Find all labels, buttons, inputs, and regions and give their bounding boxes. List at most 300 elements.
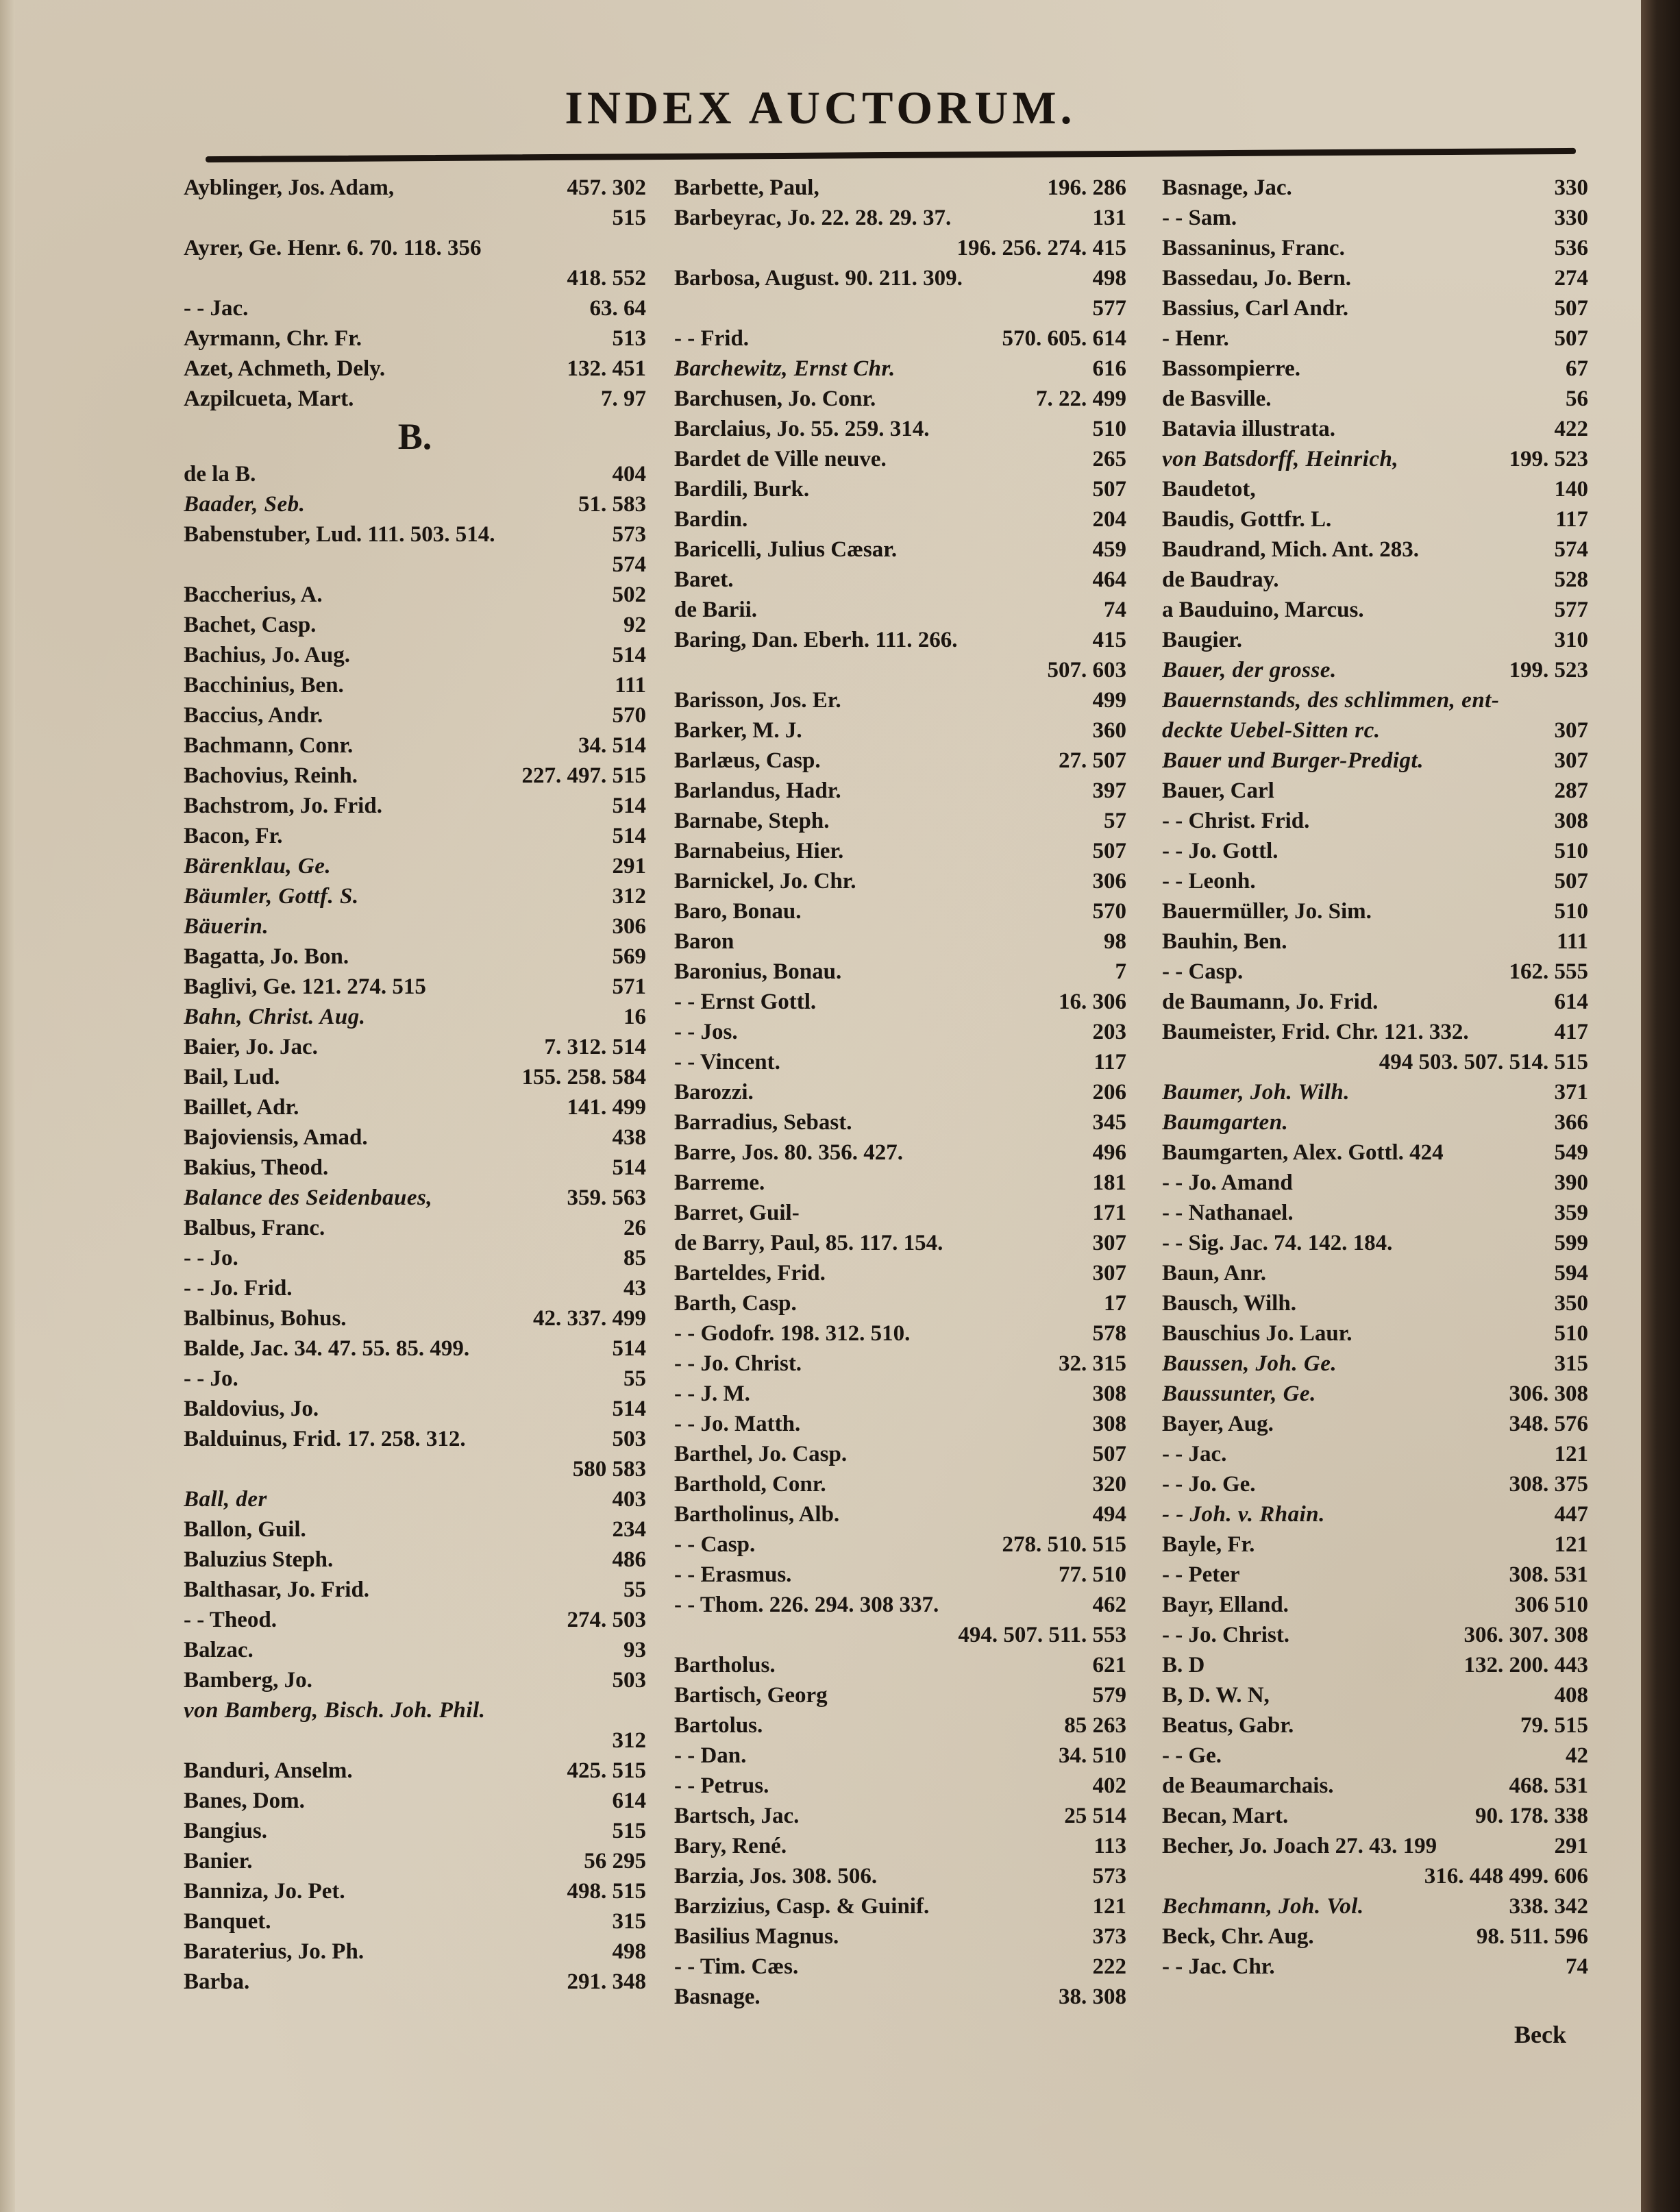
entry-pages: 515 [612,206,646,230]
entry-name: Baussen, Joh. Ge. [1162,1351,1337,1376]
entry-pages: 514 [612,1397,646,1421]
entry-name: Batavia illustrata. [1162,417,1335,441]
index-entry [1162,926,1588,957]
index-entry [184,1725,646,1756]
entry-name: Bardili, Burk. [674,477,810,502]
entry-pages: 486 [612,1547,646,1572]
entry-pages: 74 [1566,1954,1588,1979]
index-entry [1162,1921,1588,1952]
index-entry [184,1695,646,1725]
index-entry [674,1077,1126,1107]
index-entry [1162,1801,1588,1831]
entry-pages: 510 [1092,417,1126,441]
entry-name: Barteldes, Frid. [674,1261,826,1286]
entry-pages: 599 [1554,1231,1588,1255]
entry-name: Baldovius, Jo. [184,1397,319,1421]
index-entry [674,1469,1126,1499]
entry-name: Bassius, Carl Andr. [1162,296,1349,321]
entry-name: - - Jo. Ge. [1162,1472,1256,1497]
entry-name: Barnickel, Jo. Chr. [674,869,856,894]
index-entry [184,203,646,233]
index-entry [674,1831,1126,1861]
index-entry [1162,414,1588,444]
index-entry [184,851,646,881]
index-entry [184,519,646,550]
entry-name: - - Casp. [1162,959,1244,984]
entry-name: Bauernstands, des schlimmen, ent- [1162,688,1500,713]
entry-name: Ayrer, Ge. Henr. 6. 70. 118. 356 [184,236,482,260]
entry-name: Barchusen, Jo. Conr. [674,386,876,411]
entry-name: Bachstrom, Jo. Frid. [184,794,382,818]
index-entry [674,504,1126,534]
entry-pages: 32. 315 [1059,1351,1126,1376]
entry-pages: 312 [612,884,646,909]
entry-pages: 85 263 [1064,1713,1126,1738]
entry-name: Azpilcueta, Mart. [184,386,354,411]
entry-pages: 140 [1554,477,1588,502]
entry-pages: 366 [1554,1110,1588,1135]
index-entry [674,1288,1126,1318]
entry-name: Bagatta, Jo. Bon. [184,944,349,969]
index-entry [184,1032,646,1062]
entry-pages: 308. 375 [1509,1472,1588,1497]
entry-pages: 7. 312. 514 [544,1035,646,1059]
index-entry [1162,836,1588,866]
index-entry [1162,1680,1588,1710]
index-entry [184,550,646,580]
entry-pages: 438 [612,1125,646,1150]
entry-pages: 117 [1094,1050,1126,1074]
entry-name: B, D. W. N, [1162,1683,1270,1708]
entry-name: Bartsch, Jac. [674,1804,800,1828]
entry-pages: 621 [1092,1653,1126,1678]
entry-name: - - Jo. Matth. [674,1412,801,1436]
entry-name: - - Thom. 226. 294. 308 337. [674,1593,939,1617]
index-entry [1162,1499,1588,1529]
index-entry [674,866,1126,896]
entry-pages: 34. 510 [1059,1743,1126,1768]
index-entry [674,806,1126,836]
entry-name: - - Ge. [1162,1743,1222,1768]
entry-name: Beatus, Gabr. [1162,1713,1294,1738]
index-entry [184,1454,646,1484]
entry-pages: 132. 200. 443 [1463,1653,1588,1678]
entry-pages: 57 [1104,809,1126,833]
index-entry [1162,957,1588,987]
entry-pages: 503 [612,1668,646,1693]
entry-name: Ball, der [184,1487,267,1512]
index-entry [1162,293,1588,323]
entry-pages: 74 [1104,598,1126,622]
index-entry [1162,384,1588,414]
index-entry [674,1258,1126,1288]
entry-pages: 371 [1554,1080,1588,1105]
entry-pages: 422 [1554,417,1588,441]
index-entry [1162,474,1588,504]
entry-name: Barlæus, Casp. [674,748,821,773]
index-entry [1162,534,1588,565]
entry-pages: 26 [623,1216,646,1240]
index-entry [1162,746,1588,776]
entry-pages: 415 [1092,628,1126,652]
index-entry [674,1620,1126,1650]
index-entry [1162,1228,1588,1258]
index-entry [184,670,646,700]
index-entry [674,1138,1126,1168]
entry-pages: 528 [1554,567,1588,592]
entry-pages: 507 [1554,326,1588,351]
entry-pages: 320 [1092,1472,1126,1497]
entry-name: - - Jo. [184,1246,238,1270]
entry-name: - - Leonh. [1162,869,1256,894]
entry-name: - - Jos. [674,1020,738,1044]
index-entry [184,911,646,942]
entry-name: Barbosa, August. 90. 211. 309. [674,266,963,291]
entry-name: - - Jo. Frid. [184,1276,293,1301]
entry-pages: 513 [612,326,646,351]
index-entry [184,1635,646,1665]
entry-name: Barth, Casp. [674,1291,797,1316]
entry-name: - - Vincent. [674,1050,780,1074]
index-entry [1162,444,1588,474]
entry-name: Bacchinius, Ben. [184,673,344,698]
index-entry [1162,1861,1588,1891]
index-entry [674,1499,1126,1529]
index-entry [1162,1710,1588,1741]
entry-name: Baun, Anr. [1162,1261,1266,1286]
entry-name: Bassaninus, Franc. [1162,236,1345,260]
entry-name: Bäumler, Gottf. S. [184,884,359,909]
index-entry [1162,655,1588,685]
entry-name: Barradius, Sebast. [674,1110,852,1135]
entry-pages: 507 [1092,839,1126,863]
index-entry [1162,1469,1588,1499]
entry-pages: 131 [1092,206,1126,230]
entry-name: Azet, Achmeth, Dely. [184,356,386,381]
index-entry [1162,1017,1588,1047]
entry-pages: 308. 531 [1509,1562,1588,1587]
entry-name: Baier, Jo. Jac. [184,1035,318,1059]
index-entry [184,610,646,640]
index-entry [674,1771,1126,1801]
entry-pages: 403 [612,1487,646,1512]
index-entry [1162,1741,1588,1771]
entry-name: Beck, Chr. Aug. [1162,1924,1314,1949]
index-entry [184,233,646,263]
header-rule [206,148,1576,162]
entry-name: Basilius Magnus. [674,1924,839,1949]
index-entry [674,1379,1126,1409]
index-entry [674,926,1126,957]
index-entry [674,1741,1126,1771]
index-entry [674,1952,1126,1982]
entry-name: Babenstuber, Lud. 111. 503. 514. [184,522,495,547]
index-entry [674,1409,1126,1439]
index-entry [1162,806,1588,836]
entry-pages: 510 [1554,899,1588,924]
entry-name: Barba. [184,1969,250,1994]
entry-name: Bartisch, Georg [674,1683,828,1708]
index-entry [1162,1138,1588,1168]
entry-pages: 307 [1554,748,1588,773]
entry-pages: 457. 302 [567,175,646,200]
entry-name: Barthold, Conr. [674,1472,826,1497]
entry-pages: 614 [1554,990,1588,1014]
entry-name: Basnage. [674,1984,761,2009]
entry-name: - - Jac. Chr. [1162,1954,1275,1979]
entry-pages: 196. 256. 274. 415 [956,236,1126,260]
index-entry [674,715,1126,746]
entry-pages: 514 [612,824,646,848]
index-entry [674,776,1126,806]
entry-pages: 42 [1566,1743,1588,1768]
entry-pages: 7. 97 [601,386,646,411]
entry-name: Balbinus, Bohus. [184,1306,347,1331]
entry-name: - - Dan. [674,1743,747,1768]
entry-name: Bauschius Jo. Laur. [1162,1321,1352,1346]
entry-name: Banquet. [184,1909,271,1934]
index-entry [1162,625,1588,655]
index-entry [184,1303,646,1334]
entry-pages: 38. 308 [1059,1984,1126,2009]
index-entry [184,1545,646,1575]
entry-pages: 77. 510 [1059,1562,1126,1587]
entry-name: Bahn, Christ. Aug. [184,1005,366,1029]
entry-pages: 570. 605. 614 [1002,326,1126,351]
index-entry [184,459,646,489]
index-entry [184,1062,646,1092]
entry-name: Barker, M. J. [674,718,802,743]
entry-pages: 306. 308 [1509,1381,1588,1406]
entry-name: Bartholinus, Alb. [674,1502,840,1527]
entry-pages: 222 [1092,1954,1126,1979]
entry-pages: 63. 64 [589,296,646,321]
entry-pages: 573 [612,522,646,547]
entry-name: Barlandus, Hadr. [674,778,841,803]
entry-name: Baudrand, Mich. Ant. 283. [1162,537,1419,562]
entry-name: Becher, Jo. Joach 27. 43. 199 [1162,1834,1437,1858]
entry-name: Bayer, Aug. [1162,1412,1274,1436]
entry-name: Balduinus, Frid. 17. 258. 312. [184,1427,466,1451]
entry-name: - - Jac. [184,296,249,321]
entry-pages: 503 [612,1427,646,1451]
index-entry [1162,263,1588,293]
entry-pages: 417 [1554,1020,1588,1044]
index-entry [674,1560,1126,1590]
index-entry [1162,323,1588,354]
index-entry [674,233,1126,263]
entry-pages: 113 [1094,1834,1126,1858]
entry-name: Bachet, Casp. [184,613,317,637]
index-entry [674,384,1126,414]
entry-name: - - Frid. [674,326,750,351]
index-entry [674,987,1126,1017]
index-entry [184,972,646,1002]
entry-pages: 291 [612,854,646,878]
entry-pages: 498 [612,1939,646,1964]
entry-pages: 514 [612,794,646,818]
index-entry [184,1876,646,1906]
index-entry [184,580,646,610]
entry-pages: 580 583 [572,1457,646,1482]
entry-pages: 7. 22. 499 [1036,386,1126,411]
entry-name: de Barii. [674,598,757,622]
entry-name: - - J. M. [674,1381,750,1406]
entry-pages: 56 295 [584,1849,646,1873]
entry-pages: 42. 337. 499 [533,1306,646,1331]
index-entry [1162,1288,1588,1318]
entry-name: Bechmann, Joh. Vol. [1162,1894,1364,1919]
entry-pages: 56 [1566,386,1588,411]
entry-pages: 306 510 [1514,1593,1588,1617]
entry-name: Bardet de Ville neuve. [674,447,887,471]
entry-name: Bauer, der grosse. [1162,658,1337,683]
entry-pages: 98 [1104,929,1126,954]
entry-name: Ayblinger, Jos. Adam, [184,175,395,200]
entry-pages: 507 [1554,869,1588,894]
entry-pages: 570 [1092,899,1126,924]
entry-name: - - Jo. Gottl. [1162,839,1278,863]
entry-name: Baro, Bonau. [674,899,802,924]
index-entry [1162,1952,1588,1982]
entry-pages: 514 [612,1155,646,1180]
index-entry [674,1349,1126,1379]
entry-pages: 111 [1557,929,1588,954]
entry-name: Bauer und Burger-Predigt. [1162,748,1424,773]
entry-name: Baccius, Andr. [184,703,323,728]
index-entry [184,1213,646,1243]
index-entry [1162,1590,1588,1620]
index-entry [674,1680,1126,1710]
entry-pages: 577 [1554,598,1588,622]
entry-name: von Bamberg, Bisch. Joh. Phil. [184,1698,486,1723]
entry-name: Baussunter, Ge. [1162,1381,1316,1406]
index-entry [1162,1650,1588,1680]
entry-pages: 614 [612,1789,646,1813]
entry-name: Balthasar, Jo. Frid. [184,1577,370,1602]
entry-name: - - Casp. [674,1532,756,1557]
entry-pages: 360 [1092,718,1126,743]
entry-name: Bajoviensis, Amad. [184,1125,368,1150]
entry-name: Baumeister, Frid. Chr. 121. 332. [1162,1020,1469,1044]
catchword: Beck [1514,2021,1566,2048]
index-entry [674,534,1126,565]
entry-pages: 306 [612,914,646,939]
index-entry [1162,1318,1588,1349]
entry-pages: 510 [1554,1321,1588,1346]
index-entry [1162,1409,1588,1439]
index-entry [1162,1379,1588,1409]
entry-name: Balde, Jac. 34. 47. 55. 85. 499. [184,1336,470,1361]
entry-name: Baring, Dan. Eberh. 111. 266. [674,628,958,652]
entry-pages: 397 [1092,778,1126,803]
entry-pages: 227. 497. 515 [521,763,646,788]
entry-name: Bärenklau, Ge. [184,854,332,878]
entry-pages: 515 [612,1819,646,1843]
index-entry [184,1153,646,1183]
entry-name: Bary, René. [674,1834,787,1858]
index-entry [674,203,1126,233]
index-entry [184,1243,646,1273]
entry-name: Barre, Jos. 80. 356. 427. [674,1140,903,1165]
entry-name: a Bauduino, Marcus. [1162,598,1364,622]
entry-pages: 27. 507 [1059,748,1126,773]
index-entry [674,1047,1126,1077]
entry-pages: 55 [623,1577,646,1602]
index-entry [1162,173,1588,203]
entry-pages: 204 [1092,507,1126,532]
entry-pages: 579 [1092,1683,1126,1708]
entry-name: de Basville. [1162,386,1272,411]
index-entry [184,1756,646,1786]
index-entry [674,655,1126,685]
index-entry [184,293,646,323]
entry-pages: 462 [1092,1593,1126,1617]
entry-name: Bayr, Elland. [1162,1593,1289,1617]
entry-name: Balbus, Franc. [184,1216,325,1240]
entry-name: Baret. [674,567,734,592]
entry-name: - - Sam. [1162,206,1237,230]
page-header: INDEX AUCTORUM. [565,82,1076,134]
entry-name: - - Sig. Jac. 74. 142. 184. [1162,1231,1393,1255]
entry-pages: 359. 563 [567,1185,646,1210]
entry-name: Bartolus. [674,1713,763,1738]
entry-name: deckte Uebel-Sitten rc. [1162,718,1381,743]
entry-name: - - Jo. Amand [1162,1170,1293,1195]
entry-pages: 306 [1092,869,1126,894]
index-entry [674,293,1126,323]
entry-pages: 111 [615,673,646,698]
index-entry [184,1967,646,1997]
index-entry [1162,354,1588,384]
index-entry [674,414,1126,444]
entry-pages: 494. 507. 511. 553 [958,1623,1126,1647]
index-entry [184,640,646,670]
index-entry [674,1921,1126,1952]
index-entry [674,1107,1126,1138]
entry-name: Barclaius, Jo. 55. 259. 314. [674,417,930,441]
entry-pages: 315 [1554,1351,1588,1376]
index-entry [674,1891,1126,1921]
index-entry [674,625,1126,655]
entry-name: Banduri, Anselm. [184,1758,353,1783]
index-entry [1162,1258,1588,1288]
entry-pages: 121 [1554,1532,1588,1557]
entry-name: Baader, Seb. [184,492,306,517]
entry-name: Baron [674,929,734,954]
entry-pages: 291. 348 [567,1969,646,1994]
index-entry [184,1273,646,1303]
entry-name: Baumer, Joh. Wilh. [1162,1080,1350,1105]
entry-name: Baccherius, A. [184,582,323,607]
entry-pages: 507 [1554,296,1588,321]
entry-pages: 291 [1554,1834,1588,1858]
entry-pages: 308 [1092,1412,1126,1436]
entry-pages: 199. 523 [1509,658,1588,683]
entry-name: Baraterius, Jo. Ph. [184,1939,365,1964]
section-heading [184,414,646,459]
entry-pages: 514 [612,643,646,667]
entry-name: Barnabeius, Hier. [674,839,844,863]
index-entry [1162,595,1588,625]
entry-pages: 536 [1554,236,1588,260]
entry-name: Banier. [184,1849,253,1873]
index-entry [674,1318,1126,1349]
index-entry [184,1364,646,1394]
entry-name: Bassedau, Jo. Bern. [1162,266,1351,291]
entry-name: Bayle, Fr. [1162,1532,1255,1557]
entry-pages: 307 [1554,718,1588,743]
